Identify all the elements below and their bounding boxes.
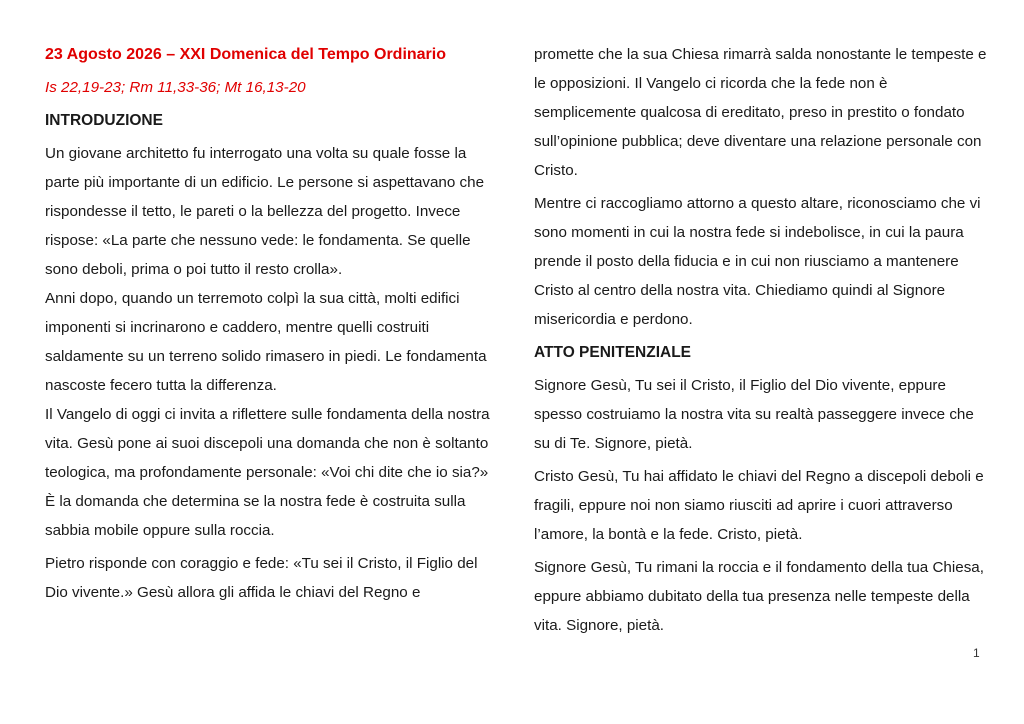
intro-paragraph-3: Il Vangelo di oggi ci invita a riflettere sulle fondamenta della nostra vita. Gesù pone ai suoi discepoli una domanda che non è soltanto teologica, ma profondamente personale: «Voi chi dite che io sia?» È la domanda che determina se la nostra fede è costruita sulla sabbia mobile oppure sulla roccia. bbox=[45, 406, 490, 539]
page-number: 1 bbox=[973, 646, 980, 660]
right-column bbox=[534, 40, 989, 644]
intro-paragraph-4-start: Pietro risponde con coraggio e fede: «Tu sei il Cristo, il Figlio del Dio vivente.» Gesù allora gli affida le chiavi del Regno e bbox=[45, 555, 478, 601]
penitential-invocation-1: Signore Gesù, Tu sei il Cristo, il Figlio del Dio vivente, eppure spesso costruiamo la nostra vita su realtà passeggere invece che su di Te. Signore, pietà. bbox=[534, 377, 974, 452]
introduction-heading: INTRODUZIONE bbox=[45, 112, 163, 129]
penitential-heading: ATTO PENITENZIALE bbox=[534, 344, 692, 361]
intro-paragraph-5: Mentre ci raccogliamo attorno a questo altare, riconosciamo che vi sono momenti in cui la nostra fede si indebolisce, in cui la paura prende il posto della fiducia e in cui non riusciamo a mantenere Cristo al centro della nostra vita. Chiediamo quindi al Signore misericordia e perdono. bbox=[534, 195, 981, 328]
penitential-invocation-2: Cristo Gesù, Tu hai affidato le chiavi del Regno a discepoli deboli e fragili, eppure noi non siamo riusciti ad aprire i cuori attraverso l’amore, la bontà e la fede. Cristo, pietà. bbox=[534, 468, 984, 543]
left-column bbox=[45, 40, 490, 611]
readings-references: Is 22,19-23; Rm 11,33-36; Mt 16,13-20 bbox=[45, 79, 306, 96]
intro-paragraph-1: Un giovane architetto fu interrogato una volta su quale fosse la parte più importante di un edificio. Le persone si aspettavano che rispondesse il tetto, le pareti o la bellezza del progetto. Invece rispose: «La parte che nessuno vede: le fondamenta. Se quelle sono deboli, prima o poi tutto il resto crolla». bbox=[45, 145, 485, 278]
document-title: 23 Agosto 2026 – XXI Domenica del Tempo Ordinario bbox=[45, 46, 446, 63]
penitential-invocation-3: Signore Gesù, Tu rimani la roccia e il fondamento della tua Chiesa, eppure abbiamo dubitato della tua presenza nelle tempeste della vita. Signore, pietà. bbox=[534, 559, 984, 634]
intro-paragraph-4-continued: promette che la sua Chiesa rimarrà salda nonostante le tempeste e le opposizioni. Il Vangelo ci ricorda che la fede non è semplicemente qualcosa di ereditato, preso in prestito o fondato sull’opinione pubblica; deve diventare una relazione personale con Cristo. bbox=[534, 46, 987, 179]
intro-paragraph-2: Anni dopo, quando un terremoto colpì la sua città, molti edifici imponenti si incrinarono e caddero, mentre quelli costruiti saldamente su un terreno solido rimasero in piedi. Le fondamenta nascoste fecero tutta la differenza. bbox=[45, 290, 487, 394]
